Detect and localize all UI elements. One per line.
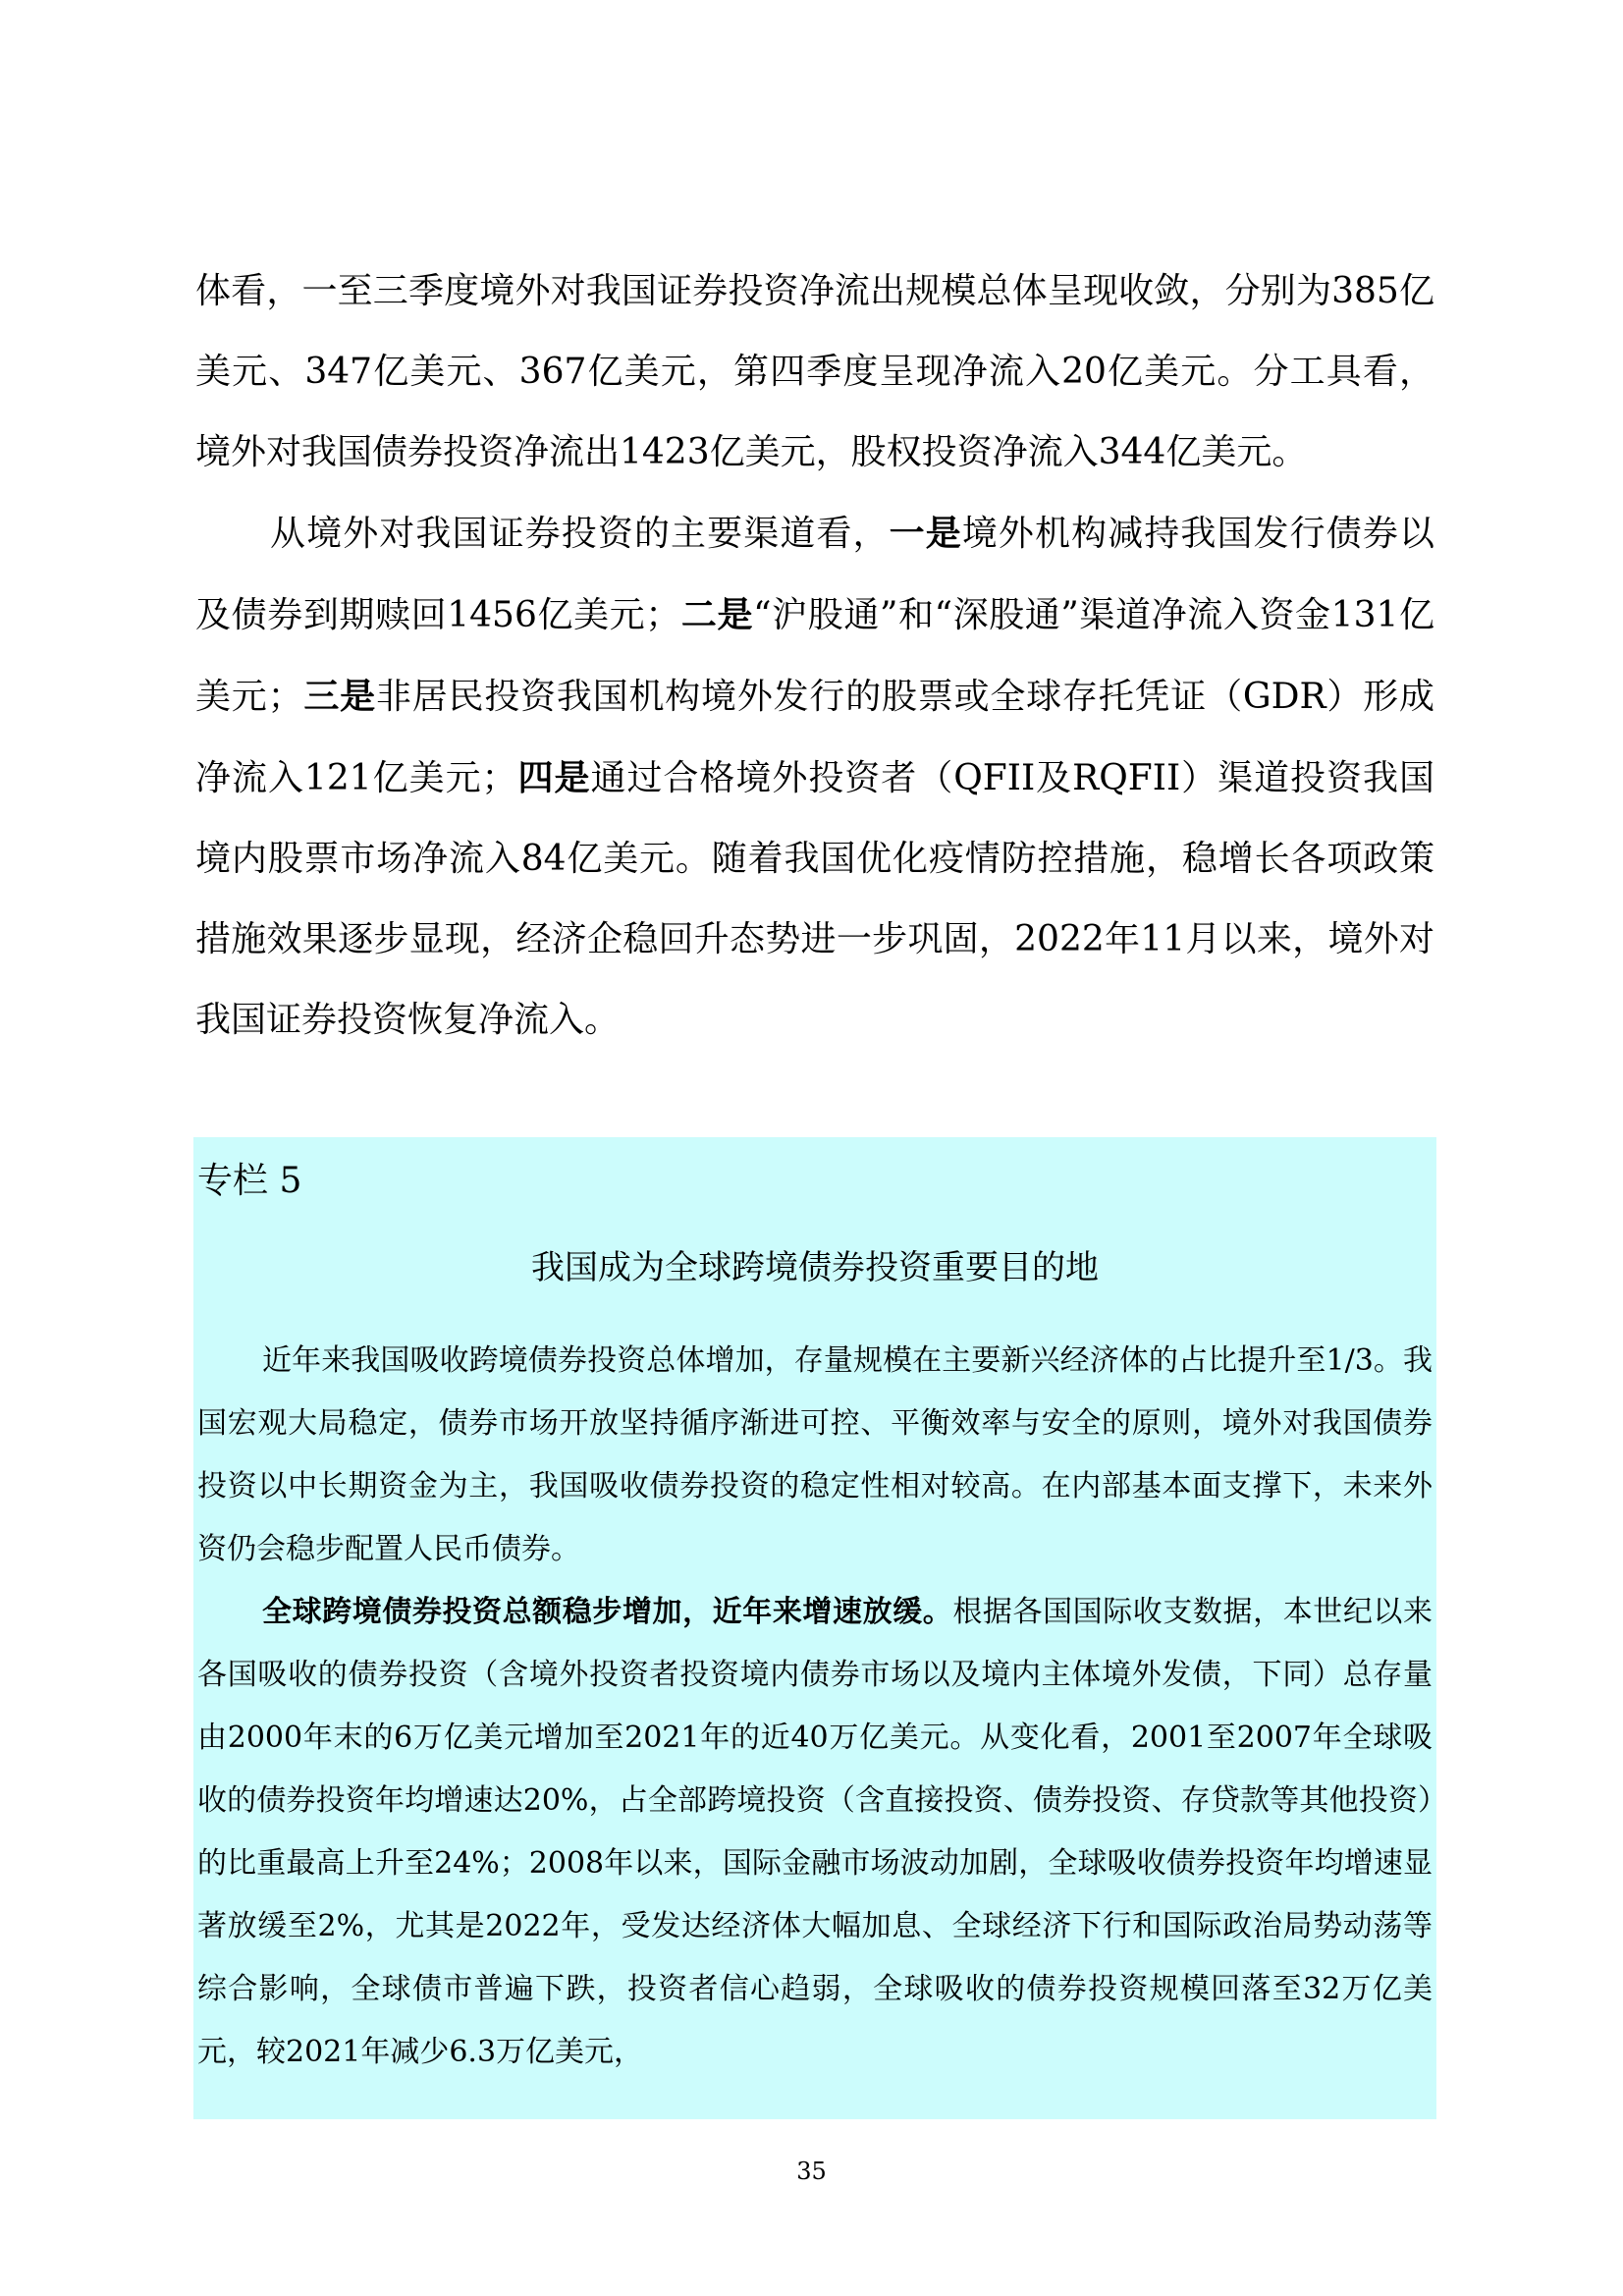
paragraph-2 (195, 493, 1434, 1061)
column-box (193, 1137, 1436, 2119)
paragraph-1: 体看，一至三季度境外对我国证券投资净流出规模总体呈现收敛，分别为385亿美元、347亿美元、367亿美元，第四季度呈现净流入20亿美元。分工具看，境外对我国债券投资净流出1423亿美元，股权投资净流入344亿美元。 (195, 271, 1434, 472)
column-title: 我国成为全球跨境债券投资重要目的地 (531, 1248, 1099, 1287)
marker-first: 一是 (889, 513, 962, 554)
marker-fourth: 四是 (516, 757, 591, 798)
marker-second: 二是 (680, 594, 754, 635)
marker-third: 三是 (302, 676, 376, 717)
column-paragraph-2-text: 根据各国国际收支数据，本世纪以来各国吸收的债券投资（含境外投资者投资境内债券市场以及境内主体境外发债，下同）总存量由2000年末的6万亿美元增加至2021年的近40万亿美元。从变化看，2001至2007年全球吸收的债券投资年均增速达20%，占全部跨境投资（含直接投资、债券投资、存贷款等其他投资）的比重最高上升至24%；2008年以来，国际金融市场波动加剧，全球吸收债券投资年均增速显著放缓至2%，尤其是2022年，受发达经济体大幅加息、全球经济下行和国际政治局势动荡等综合影响，全球债市普遍下跌，投资者信心趋弱，全球吸收的债券投资规模回落至32万亿美元，较2021年减少6.3万亿美元， (197, 1595, 1434, 2069)
paragraph-2-item-4: 通过合格境外投资者（QFII及RQFII）渠道投资我国境内股票市场净流入84亿美元。随着我国优化疫情防控措施，稳增长各项政策措施效果逐步显现，经济企稳回升态势进一步巩固，2022年11月以来，境外对我国证券投资恢复净流入。 (195, 758, 1434, 1040)
column-body (197, 1330, 1433, 2084)
paragraph-2-item-2: “沪股通”和“深股通”渠道净流入资金131亿美元； (195, 595, 1434, 717)
paragraph-2-item-3: 非居民投资我国机构境外发行的股票或全球存托凭证（GDR）形成净流入121亿美元； (195, 677, 1434, 798)
page-number: 35 (796, 2158, 827, 2185)
main-text (195, 251, 1434, 1061)
column-paragraph-2 (197, 1581, 1433, 2084)
column-paragraph-1: 近年来我国吸收跨境债券投资总体增加，存量规模在主要新兴经济体的占比提升至1/3。我国宏观大局稳定，债券市场开放坚持循序渐进可控、平衡效率与安全的原则，境外对我国债券投资以中长期资金为主，我国吸收债券投资的稳定性相对较高。在内部基本面支撑下，未来外资仍会稳步配置人民币债券。 (197, 1343, 1433, 1566)
column-paragraph-2-lead: 全球跨境债券投资总额稳步增加，近年来增速放缓。 (262, 1595, 953, 1629)
paragraph-2-item-1: 境外机构减持我国发行债券以及债券到期赎回1456亿美元； (195, 514, 1434, 635)
column-label: 专栏 5 (197, 1161, 302, 1201)
paragraph-2-lead: 从境外对我国证券投资的主要渠道看， (270, 514, 890, 554)
